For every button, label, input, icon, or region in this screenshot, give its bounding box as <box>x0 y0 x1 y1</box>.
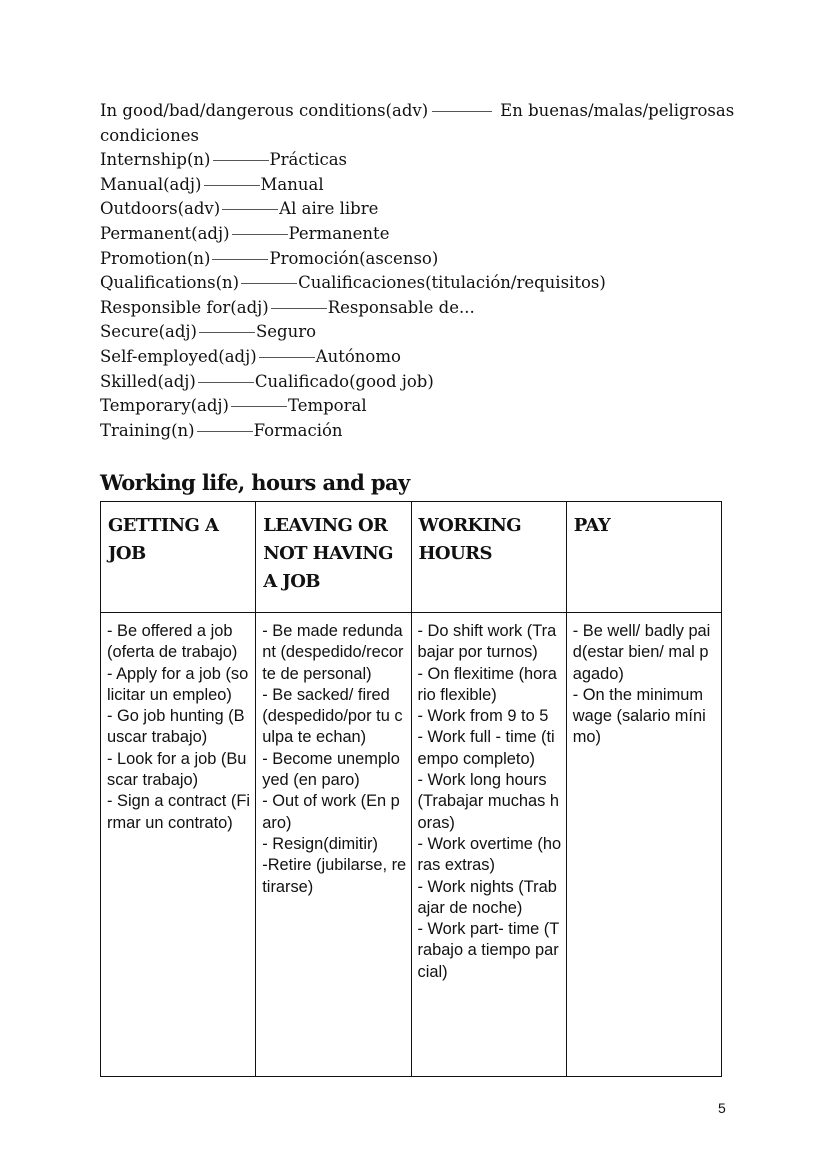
dash-line <box>259 357 315 358</box>
vocab-entry <box>100 419 740 444</box>
list-item: - Be well/ badly paid(estar bien/ mal pagado) <box>572 622 711 683</box>
vocab-translation: Cualificado(good job) <box>254 371 434 391</box>
vocab-entry <box>100 99 740 148</box>
vocab-entry <box>100 148 740 173</box>
header-pay: PAY <box>566 502 721 613</box>
list-item: - Be sacked/ fired (despedido/por tu culpa te echan) <box>262 685 403 747</box>
list-item: - Apply for a job (solicitar un empleo) <box>107 664 249 704</box>
dash-line <box>222 209 278 210</box>
table-header-row <box>101 502 722 613</box>
list-item: - Be offered a job (oferta de trabajo) <box>107 622 238 662</box>
vocab-term: Skilled(adj) <box>100 371 196 391</box>
dash-line <box>432 111 492 112</box>
vocab-translation: Prácticas <box>269 150 348 170</box>
vocab-term: Internship(n) <box>100 150 211 170</box>
dash-line <box>204 185 260 186</box>
vocab-entry <box>100 271 740 296</box>
dash-line <box>213 160 269 161</box>
vocab-translation: Promoción(ascenso) <box>269 248 439 268</box>
dash-line <box>271 308 327 309</box>
list-item: - Become unemployed (en paro) <box>262 749 400 790</box>
header-leaving-job: LEAVING OR NOT HAVING A JOB <box>256 502 411 613</box>
dash-line <box>198 382 254 383</box>
table-row <box>101 613 722 1077</box>
vocab-translation: Manual <box>260 174 324 194</box>
vocab-translation: Autónomo <box>315 346 401 366</box>
header-getting-a-job: GETTING A JOB <box>101 502 256 613</box>
list-item: - Work from 9 to 5 <box>417 707 549 726</box>
vocab-translation: Temporal <box>287 396 367 416</box>
vocab-term: Self-employed(adj) <box>100 346 257 366</box>
vocab-entry <box>100 173 740 198</box>
list-item: - Resign(dimitir) <box>262 834 378 853</box>
header-working-hours: WORKING HOURS <box>411 502 566 613</box>
vocab-translation: Permanente <box>288 223 390 243</box>
vocab-term: Secure(adj) <box>100 322 197 342</box>
dash-line <box>199 332 255 333</box>
list-item: - Work full - time (tiempo completo) <box>417 728 555 768</box>
list-item: - Work part- time (Trabajo a tiempo parcial) <box>417 920 560 981</box>
cell-getting-a-job <box>101 613 256 1077</box>
list-item: - Look for a job (Buscar trabajo) <box>107 749 247 790</box>
section-title: Working life, hours and pay <box>100 470 410 495</box>
vocab-entry <box>100 197 740 222</box>
vocab-entry <box>100 320 740 345</box>
list-item: - Do shift work (Trabajar por turnos) <box>417 622 557 662</box>
cell-working-hours <box>411 613 566 1077</box>
vocab-translation: Responsable de... <box>327 297 475 317</box>
cell-leaving-job <box>256 613 411 1077</box>
list-item: - Work overtime (horas extras) <box>417 834 562 875</box>
list-item: - Out of work (En paro) <box>262 792 400 832</box>
vocab-term: In good/bad/dangerous conditions(adv) <box>100 101 429 120</box>
vocab-entry <box>100 296 740 321</box>
vocab-term: Promotion(n) <box>100 248 211 268</box>
vocab-term: Responsible for(adj) <box>100 297 269 317</box>
vocab-translation: Seguro <box>255 322 317 342</box>
vocab-entry <box>100 394 740 419</box>
vocab-term: Manual(adj) <box>100 174 202 194</box>
list-item: - Be made redundant (despedido/recorte de personal) <box>262 622 404 683</box>
list-item: -Retire (jubilarse, retirarse) <box>262 856 407 896</box>
vocab-entry <box>100 345 740 370</box>
page-number: 5 <box>718 1100 726 1116</box>
dash-line <box>212 259 268 260</box>
vocab-term: Qualifications(n) <box>100 273 240 293</box>
dash-line <box>232 234 288 235</box>
vocabulary-list <box>100 99 740 443</box>
vocab-entry <box>100 370 740 395</box>
vocab-translation: Cualificaciones(titulación/requisitos) <box>298 273 606 293</box>
dash-line <box>241 283 297 284</box>
list-item: - On flexitime (horario flexible) <box>417 664 557 704</box>
vocab-term: Outdoors(adv) <box>100 199 221 219</box>
vocabulary-table <box>100 501 722 1077</box>
vocab-term: Permanent(adj) <box>100 223 230 243</box>
vocab-translation: En buenas/malas/peligrosas condiciones <box>100 101 735 145</box>
list-item: - Work nights (Trabajar de noche) <box>417 877 557 917</box>
vocab-entry <box>100 247 740 272</box>
vocab-entry <box>100 222 740 247</box>
dash-line <box>197 431 253 432</box>
list-item: - On the minimum wage (salario mínimo) <box>572 685 706 747</box>
vocab-term: Training(n) <box>100 420 195 440</box>
vocab-translation: Formación <box>253 420 343 440</box>
cell-pay <box>566 613 721 1077</box>
vocab-term: Temporary(adj) <box>100 396 229 416</box>
list-item: - Work long hours (Trabajar muchas horas) <box>417 771 559 832</box>
vocab-translation: Al aire libre <box>279 199 379 219</box>
list-item: - Go job hunting (Buscar trabajo) <box>107 707 245 747</box>
dash-line <box>231 406 287 407</box>
list-item: - Sign a contract (Firmar un contrato) <box>107 792 251 832</box>
